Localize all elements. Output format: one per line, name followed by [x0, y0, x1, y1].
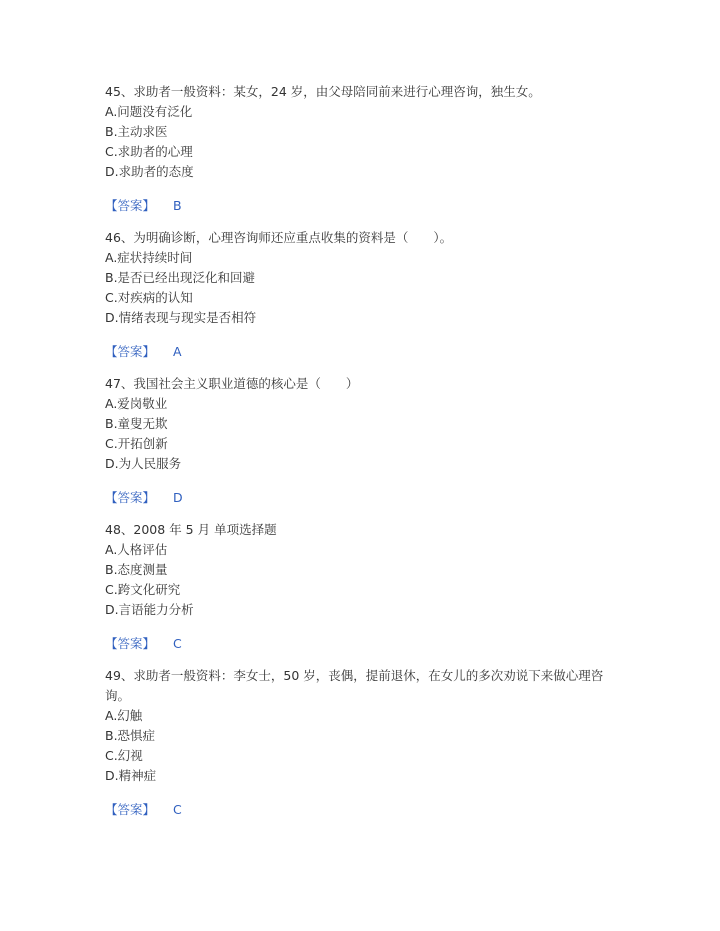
- answer-line: [105, 488, 610, 508]
- answer-value: A: [173, 344, 182, 359]
- answer-label: 【答案】: [105, 198, 156, 213]
- answer-value: C: [173, 636, 182, 651]
- option-c: C.开拓创新: [105, 436, 168, 451]
- question-stem: 48、2008 年 5 月 单项选择题: [105, 522, 277, 537]
- question-46: [105, 228, 610, 362]
- question-49: [105, 666, 610, 820]
- option-d: D.言语能力分析: [105, 602, 194, 617]
- answer-line: [105, 196, 610, 216]
- option-b: B.恐惧症: [105, 728, 156, 743]
- answer-value: C: [173, 802, 182, 817]
- option-b: B.主动求医: [105, 124, 168, 139]
- option-d: D.精神症: [105, 768, 157, 783]
- option-c: C.求助者的心理: [105, 144, 193, 159]
- option-a: A.幻触: [105, 708, 143, 723]
- option-d: D.求助者的态度: [105, 164, 194, 179]
- option-b: B.是否已经出现泛化和回避: [105, 270, 256, 285]
- question-47: [105, 374, 610, 508]
- option-d: D.情绪表现与现实是否相符: [105, 310, 257, 325]
- answer-line: [105, 800, 610, 820]
- answer-label: 【答案】: [105, 490, 156, 505]
- answer-label: 【答案】: [105, 344, 156, 359]
- answer-value: B: [173, 198, 182, 213]
- question-stem: 45、求助者一般资料：某女，24 岁，由父母陪同前来进行心理咨询，独生女。: [105, 84, 541, 99]
- answer-line: [105, 634, 610, 654]
- option-c: C.幻视: [105, 748, 143, 763]
- option-c: C.对疾病的认知: [105, 290, 193, 305]
- question-stem: 46、为明确诊断，心理咨询师还应重点收集的资料是（ ）。: [105, 230, 453, 245]
- answer-value: D: [173, 490, 183, 505]
- option-a: A.症状持续时间: [105, 250, 193, 265]
- option-c: C.跨文化研究: [105, 582, 181, 597]
- answer-label: 【答案】: [105, 636, 156, 651]
- option-b: B.童叟无欺: [105, 416, 168, 431]
- question-stem: 49、求助者一般资料：李女士，50 岁，丧偶，提前退休，在女儿的多次劝说下来做心理咨询。: [105, 668, 604, 703]
- question-45: [105, 82, 610, 216]
- option-a: A.问题没有泛化: [105, 104, 193, 119]
- option-b: B.态度测量: [105, 562, 168, 577]
- question-48: [105, 520, 610, 654]
- answer-label: 【答案】: [105, 802, 156, 817]
- question-stem: 47、我国社会主义职业道德的核心是（ ）: [105, 376, 359, 391]
- option-a: A.人格评估: [105, 542, 168, 557]
- answer-line: [105, 342, 610, 362]
- option-a: A.爱岗敬业: [105, 396, 168, 411]
- option-d: D.为人民服务: [105, 456, 182, 471]
